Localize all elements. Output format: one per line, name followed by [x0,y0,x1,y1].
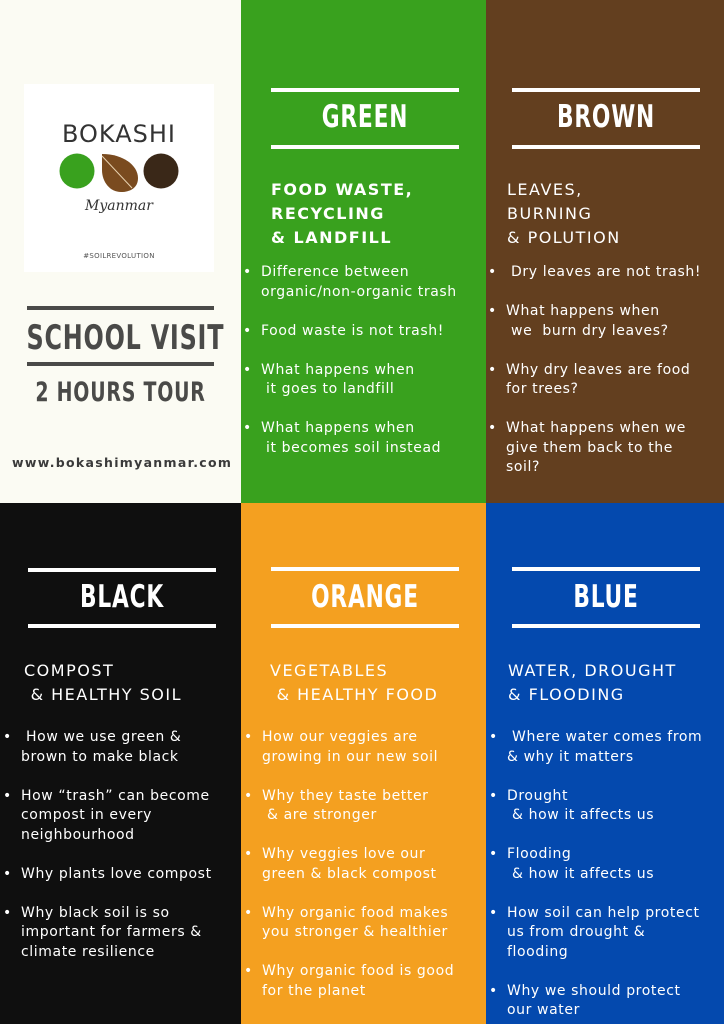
brown-bottom-bar [512,145,700,149]
list-item: • Flooding & how it affects us [489,846,655,882]
green-title: GREEN [321,99,409,135]
logo-circles-icon [24,152,214,196]
green-list [243,263,457,478]
list-item: • What happens when it becomes soil instead [243,420,442,456]
list-item: • Where water comes from & why it matters [489,729,703,765]
list-item: • Why black soil is so important for farmers & climate resilience [3,904,202,960]
blue-panel [486,503,724,1024]
list-item: • How soil can help protect us from drought & flooding [489,904,700,960]
list-item: • Why we should protect our water [489,982,681,1018]
brown-title: BROWN [557,99,655,135]
blue-title: BLUE [573,579,639,615]
brown-top-bar [512,88,700,92]
blue-list [489,728,702,1024]
bokashi-logo [24,84,214,272]
intro-title: SCHOOL VISIT [26,318,225,358]
logo-script-text: Myanmar [85,198,153,214]
black-title: BLACK [80,579,164,615]
list-item: • Why organic food is good for the planet [244,963,455,999]
brown-list [488,263,701,497]
list-item: • How we use green & brown to make black [3,729,182,765]
orange-top-bar [271,567,459,571]
list-item: • Difference between organic/non-organic trash [243,264,457,300]
intro-bottom-bar [27,362,214,366]
intro-subtitle: 2 HOURS TOUR [35,377,206,408]
brown-panel [486,0,724,503]
green-panel [241,0,486,503]
list-item: • What happens when we burn dry leaves? [488,303,669,339]
orange-list [244,728,454,1021]
list-item: • What happens when we give them back to the soil? [488,420,687,475]
website-link[interactable]: www.bokashimyanmar.com [12,455,233,470]
logo-brand-text: BOKASHI [61,120,177,148]
black-panel [0,503,241,1024]
intro-panel [0,0,241,503]
black-bottom-bar [28,624,216,628]
blue-subtitle: WATER, DROUGHT & FLOODING [508,661,677,704]
brown-subtitle: LEAVES, BURNING & POLUTION [507,180,621,247]
blue-bottom-bar [512,624,700,628]
list-item: • Dry leaves are not trash! [488,264,702,280]
logo-hashtag: #SOILREVOLUTION [83,252,155,260]
orange-bottom-bar [271,624,459,628]
orange-panel [241,503,486,1024]
list-item: • Why organic food makes you stronger & healthier [244,904,449,940]
orange-subtitle: VEGETABLES & HEALTHY FOOD [270,661,439,704]
list-item: • Why they taste better & are stronger [244,787,429,823]
green-top-bar [271,88,459,92]
blue-top-bar [512,567,700,571]
list-item: • Why dry leaves are food for trees? [488,361,691,397]
list-item: • Why plants love compost [3,865,212,882]
list-item: • Food waste is not trash! [243,322,444,339]
list-item: • Why veggies love our green & black compost [244,846,437,882]
list-item: • How our veggies are growing in our new soil [244,729,439,765]
list-item: • Drought & how it affects us [489,787,655,823]
list-item: • How “trash” can become compost in every neighbourhood [3,787,210,843]
green-bottom-bar [271,145,459,149]
green-subtitle: FOOD WASTE, RECYCLING & LANDFILL [271,180,414,247]
intro-top-bar [27,306,214,310]
black-list [3,728,212,982]
list-item: • What happens when it goes to landfill [243,361,415,397]
black-subtitle: COMPOST & HEALTHY SOIL [24,661,182,704]
orange-title: ORANGE [311,579,419,615]
black-top-bar [28,568,216,572]
